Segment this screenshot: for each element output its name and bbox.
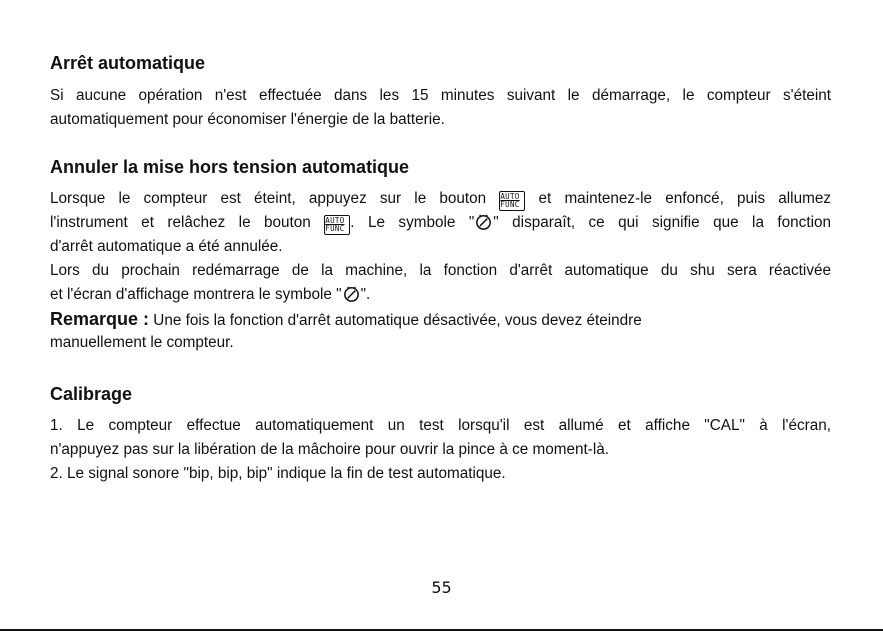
button-top-label: AUTO: [500, 192, 520, 201]
text-span: Lorsque le compteur est éteint, appuyez sur le bouton: [50, 190, 487, 207]
button-bottom-label: FUNC: [325, 224, 345, 233]
auto-func-button-icon: [324, 215, 350, 235]
paragraph-auto-off: [50, 84, 831, 132]
auto-power-off-icon: [342, 284, 361, 303]
text-span: et maintenez-le enfoncé, puis allumez: [538, 190, 831, 207]
section-title-cancel-auto-off: Annuler la mise hors tension automatique: [50, 157, 410, 177]
section-title-calibration: Calibrage: [50, 384, 133, 404]
text-line: [50, 187, 831, 211]
section-title-auto-off: Arrêt automatique: [50, 53, 206, 73]
text-line: d'arrêt automatique a été annulée.: [50, 238, 283, 255]
text-line: n'appuyez pas sur la libération de la mâchoire pour ouvrir la pince à ce moment-là.: [50, 441, 610, 458]
text-span: . Le symbole ": [350, 214, 475, 231]
text-line: automatiquement pour économiser l'énergie de la batterie.: [50, 111, 445, 128]
text-span: ".: [360, 286, 371, 303]
text-line: Si aucune opération n'est effectuée dans les 15 minutes suivant le démarrage, le compteur s'éteint: [50, 87, 831, 104]
remark-line: [50, 307, 831, 331]
text-line: 1. Le compteur effectue automatiquement un test lorsqu'il est allumé et affiche "CAL" à l'écran,: [50, 417, 831, 434]
button-top-label: AUTO: [325, 216, 345, 225]
page-number: 55: [431, 578, 452, 597]
auto-power-off-icon: [474, 212, 493, 231]
button-bottom-label: FUNC: [500, 200, 520, 209]
text-span: et l'écran d'affichage montrera le symbole ": [50, 286, 342, 303]
auto-func-button-icon: [499, 191, 525, 211]
paragraph-cancel-auto-off: [50, 187, 831, 355]
text-span: " disparaît, ce qui signifie que la fonction: [493, 214, 831, 231]
paragraph-calibration: [50, 414, 831, 486]
text-line: [50, 283, 831, 307]
text-line: Lors du prochain redémarrage de la machine, la fonction d'arrêt automatique du shu sera réactivée: [50, 262, 831, 279]
remark-label: Remarque :: [50, 309, 150, 329]
text-line: manuellement le compteur.: [50, 334, 234, 351]
text-line: 2. Le signal sonore "bip, bip, bip" indique la fin de test automatique.: [50, 465, 506, 482]
text-line: [50, 211, 831, 235]
text-span: Une fois la fonction d'arrêt automatique désactivée, vous devez éteindre: [149, 312, 642, 329]
text-span: l'instrument et relâchez le bouton: [50, 214, 311, 231]
